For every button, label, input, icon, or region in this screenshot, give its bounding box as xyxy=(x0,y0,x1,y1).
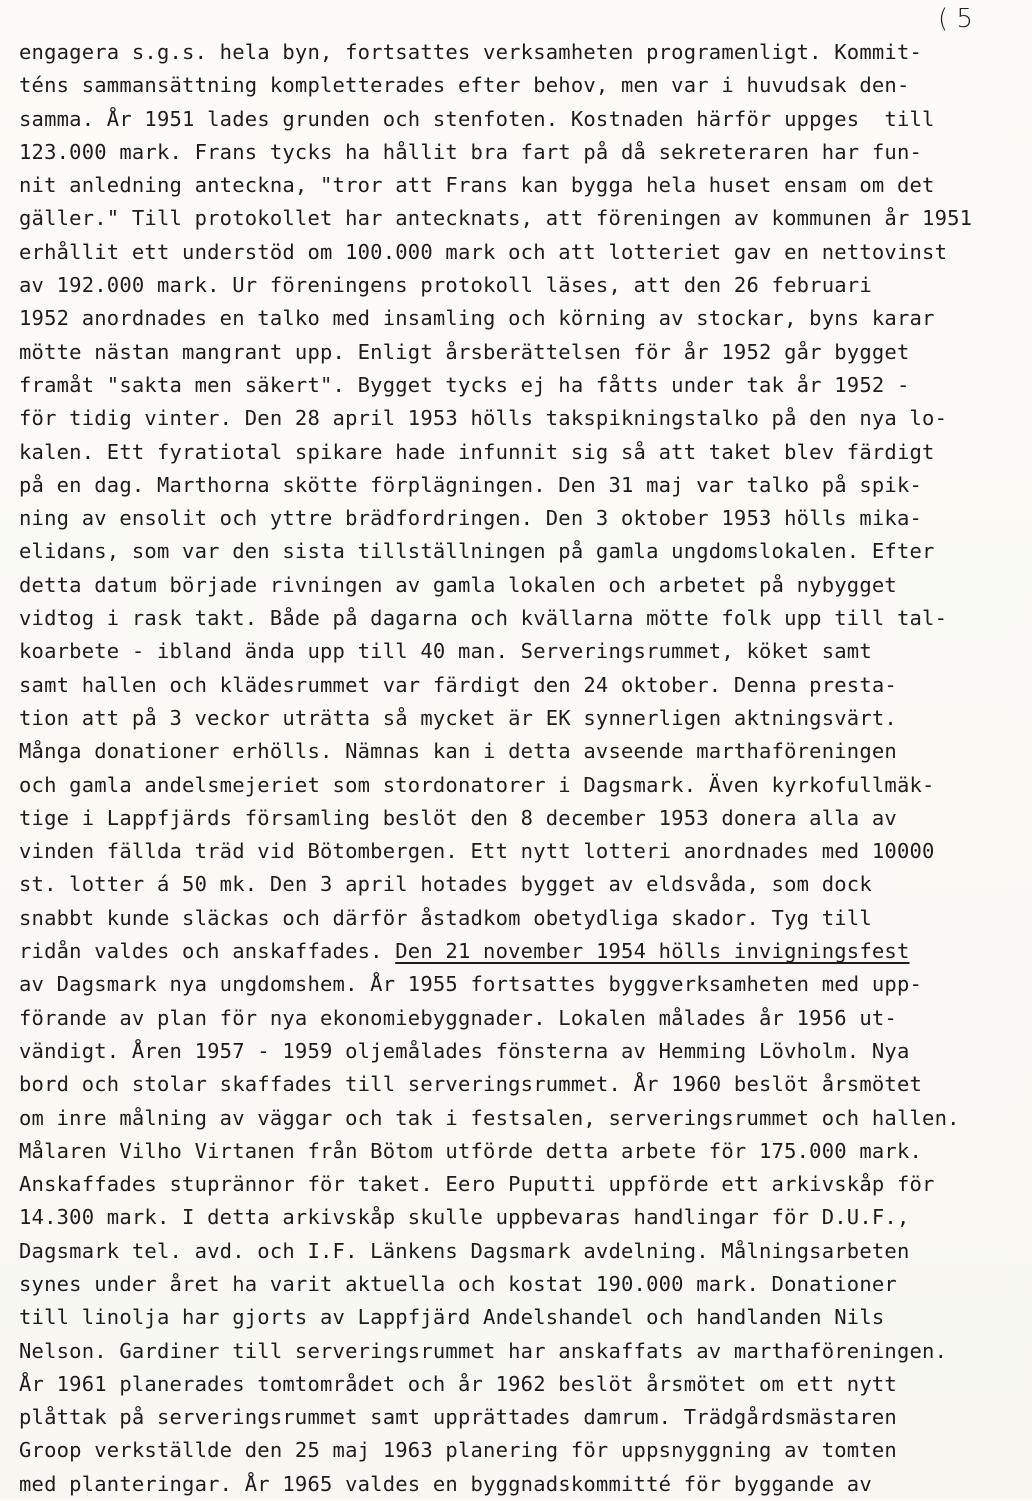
text-line: 14.300 mark. I detta arkivskåp skulle uppbevaras handlingar för D.U.F., xyxy=(19,1205,910,1230)
text-line: om inre målning av väggar och tak i festsalen, serveringsrummet och hallen. xyxy=(19,1105,960,1130)
text-line: Nelson. Gardiner till serveringsrummet har anskaffats av marthaföreningen. xyxy=(19,1338,948,1363)
text-line: 1952 anordnades en talko med insamling och körning av stockar, byns karar xyxy=(19,306,935,331)
underlined-phrase: Den 21 november 1954 hölls invigningsfest xyxy=(395,939,910,964)
text-line: 123.000 mark. Frans tycks ha hållit bra fart på då sekreteraren har fun- xyxy=(19,139,923,164)
text-line: och gamla andelsmejeriet som stordonatorer i Dagsmark. Även kyrkofullmäk- xyxy=(19,772,935,797)
text-line: gäller." Till protokollet har antecknats, att föreningen av kommunen år 1951 xyxy=(19,206,973,231)
text-line: År 1961 planerades tomtområdet och år 1962 beslöt årsmötet om ett nytt xyxy=(19,1371,897,1396)
text-line: ning av ensolit och yttre brädfordringen. Den 3 oktober 1953 hölls mika- xyxy=(19,506,923,531)
text-line: med planteringar. År 1965 valdes en byggnadskommitté för byggande av xyxy=(19,1471,872,1496)
text-line: erhållit ett understöd om 100.000 mark och att lotteriet gav en nettovinst xyxy=(19,239,948,264)
text-line: Dagsmark tel. avd. och I.F. Länkens Dagsmark avdelning. Målningsarbeten xyxy=(19,1238,910,1263)
text-line: plåttak på serveringsrummet samt upprättades damrum. Trädgårdsmästaren xyxy=(19,1405,897,1430)
text-line: Groop verkställde den 25 maj 1963 planering för uppsnyggning av tomten xyxy=(19,1438,897,1463)
text-line: vidtog i rask takt. Både på dagarna och kvällarna mötte folk upp till tal- xyxy=(19,606,948,631)
text-line-with-underline xyxy=(19,935,1019,968)
text-line: samt hallen och klädesrummet var färdigt den 24 oktober. Denna presta- xyxy=(19,672,897,697)
text-line: st. lotter á 50 mk. Den 3 april hotades bygget av eldsvåda, som dock xyxy=(19,872,872,897)
text-line: téns sammansättning kompletterades efter behov, men var i huvudsak den- xyxy=(19,73,910,98)
text-line: tion att på 3 veckor uträtta så mycket är EK synnerligen aktningsvärt. xyxy=(19,705,897,730)
text-line: Många donationer erhölls. Nämnas kan i detta avseende marthaföreningen xyxy=(19,739,897,764)
typed-text-body xyxy=(19,36,1019,1501)
text-line: nit anledning anteckna, "tror att Frans kan bygga hela huset ensam om det xyxy=(19,173,935,198)
text-line: snabbt kunde släckas och därför åstadkom obetydliga skador. Tyg till xyxy=(19,905,872,930)
text-line: elidans, som var den sista tillställningen på gamla ungdomslokalen. Efter xyxy=(19,539,935,564)
text-line: mötte nästan mangrant upp. Enligt årsberättelsen för år 1952 går bygget xyxy=(19,339,910,364)
text-line: på en dag. Marthorna skötte förplägningen. Den 31 maj var talko på spik- xyxy=(19,472,923,497)
text-line: framåt "sakta men säkert". Bygget tycks ej ha fåtts under tak år 1952 - xyxy=(19,372,910,397)
text-line: förande av plan för nya ekonomiebyggnader. Lokalen målades år 1956 ut- xyxy=(19,1005,897,1030)
text-line: samma. År 1951 lades grunden och stenfoten. Kostnaden härför uppges till xyxy=(19,106,935,131)
text-line: för tidig vinter. Den 28 april 1953 hölls takspikningstalko på den nya lo- xyxy=(19,406,948,431)
text-line: vinden fällda träd vid Bötombergen. Ett nytt lotteri anordnades med 10000 xyxy=(19,839,935,864)
text-line: av 192.000 mark. Ur föreningens protokoll läses, att den 26 februari xyxy=(19,273,872,298)
text-line: vändigt. Åren 1957 - 1959 oljemålades fönsterna av Hemming Lövholm. Nya xyxy=(19,1038,910,1063)
text-line: bord och stolar skaffades till serveringsrummet. År 1960 beslöt årsmötet xyxy=(19,1072,923,1097)
text-line: detta datum började rivningen av gamla lokalen och arbetet på nybygget xyxy=(19,572,897,597)
text-line: engagera s.g.s. hela byn, fortsattes verksamheten programenligt. Kommit- xyxy=(19,40,923,64)
text-line: Anskaffades stuprännor för taket. Eero Puputti uppförde ett arkivskåp för xyxy=(19,1172,935,1197)
page-number: ( 5 xyxy=(938,4,973,34)
text-segment: ridån valdes och anskaffades. xyxy=(19,939,396,964)
text-line: tige i Lappfjärds församling beslöt den 8 december 1953 donera alla av xyxy=(19,805,897,830)
text-line: Målaren Vilho Virtanen från Bötom utförde detta arbete för 175.000 mark. xyxy=(19,1138,923,1163)
text-line: till linolja har gjorts av Lappfjärd Andelshandel och handlanden Nils xyxy=(19,1305,885,1330)
text-line: av Dagsmark nya ungdomshem. År 1955 fortsattes byggverksamheten med upp- xyxy=(19,972,923,997)
text-line: kalen. Ett fyratiotal spikare hade infunnit sig så att taket blev färdigt xyxy=(19,439,935,464)
text-line: koarbete - ibland ända upp till 40 man. Serveringsrummet, köket samt xyxy=(19,639,872,664)
text-line: synes under året ha varit aktuella och kostat 190.000 mark. Donationer xyxy=(19,1271,897,1296)
